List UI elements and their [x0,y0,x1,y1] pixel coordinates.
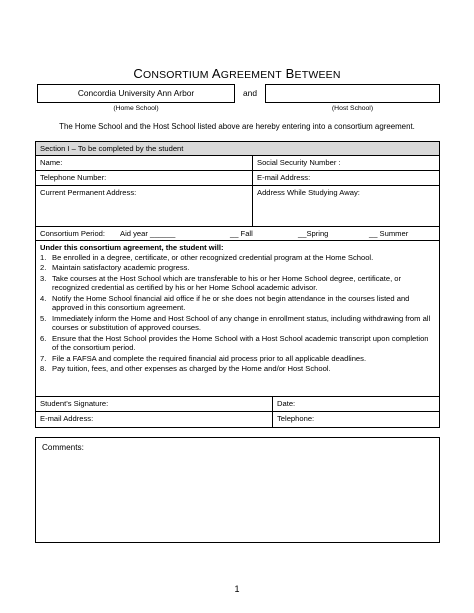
spring-checkbox[interactable]: __Spring [298,229,329,238]
name-field[interactable] [36,156,252,170]
signature-label: Student’s Signature: [40,399,109,408]
agreement-item: 2. Maintain satisfactory academic progress. [40,263,190,273]
comments-box[interactable] [35,437,440,543]
signature-email-label: E-mail Address: [40,414,94,423]
comments-label: Comments: [42,443,84,452]
agreement-item: 1. Be enrolled in a degree, certificate, or other recognized credential program at the Home School. [40,253,374,262]
host-school-field[interactable] [265,84,440,103]
page-title: CONSORTIUM AGREEMENT BETWEEN [133,66,341,81]
consortium-period-label: Consortium Period: [40,229,105,238]
ssn-label: Social Security Number : [257,158,341,167]
signature-email-field[interactable] [36,412,272,427]
phone-row [36,171,439,186]
permanent-address-field[interactable] [36,186,252,226]
host-school-caption: (Host School) [331,105,374,112]
name-label: Name: [40,158,63,167]
section-one-heading: Section I – To be completed by the student [40,144,184,153]
name-row [36,156,439,171]
contact-row [36,412,439,427]
and-label: and [243,88,257,98]
page-number: 1 [234,584,240,594]
agreement-item: 4. Notify the Home School financial aid office if he or she does not begin attendance in the courses listed and approved in this consortium agreement. [40,293,410,313]
agreement-heading: Under this consortium agreement, the student will: [40,243,224,252]
consortium-period-row [36,227,439,241]
signature-phone-field[interactable] [272,412,439,427]
fall-checkbox[interactable]: __ Fall [230,229,253,238]
agreement-row [36,241,439,397]
date-field[interactable] [272,397,439,411]
home-school-value: Concordia University Ann Arbor [77,88,195,98]
aid-year-field[interactable]: Aid year ______ [120,229,176,238]
intro-text: The Home School and the Host School listed above are hereby entering into a consortium agreement. [59,122,415,131]
address-row [36,186,439,227]
date-label: Date: [277,399,296,408]
home-school-field[interactable] [37,84,235,103]
ssn-field[interactable] [252,156,439,170]
email-label: E-mail Address: [257,173,311,182]
away-address-label: Address While Studying Away: [257,188,360,197]
agreement-item: 5. Immediately inform the Home and Host School of any change in enrollment status, including withdrawing from all courses or substitution of approved courses. [40,313,431,333]
signature-row [36,397,439,412]
agreement-item: 6. Ensure that the Host School provides the Home School with a Host School academic transcript upon completion of the consortium period. [40,333,429,353]
agreement-item: 8. Pay tuition, fees, and other expenses as charged by the Home and/or Host School. [40,364,331,374]
agreement-item: 3. Take courses at the Host School which are transferable to his or her Home School degree, certificate, or recognized credential as certified by his or her Home School academic advisor. [40,273,402,293]
phone-label: Telephone Number: [40,173,107,182]
agreement-item: 7. File a FAFSA and complete the required financial aid process prior to all applicable deadlines. [40,353,367,363]
home-school-caption: (Home School) [113,105,159,112]
permanent-address-label: Current Permanent Address: [40,188,137,197]
signature-field[interactable] [36,397,272,411]
section-one-table [35,141,440,428]
away-address-field[interactable] [252,186,439,226]
email-field[interactable] [252,171,439,185]
section-one-header [36,142,439,156]
summer-checkbox[interactable]: __ Summer [369,229,409,238]
phone-field[interactable] [36,171,252,185]
signature-phone-label: Telephone: [277,414,315,423]
agreement-list [36,241,439,377]
